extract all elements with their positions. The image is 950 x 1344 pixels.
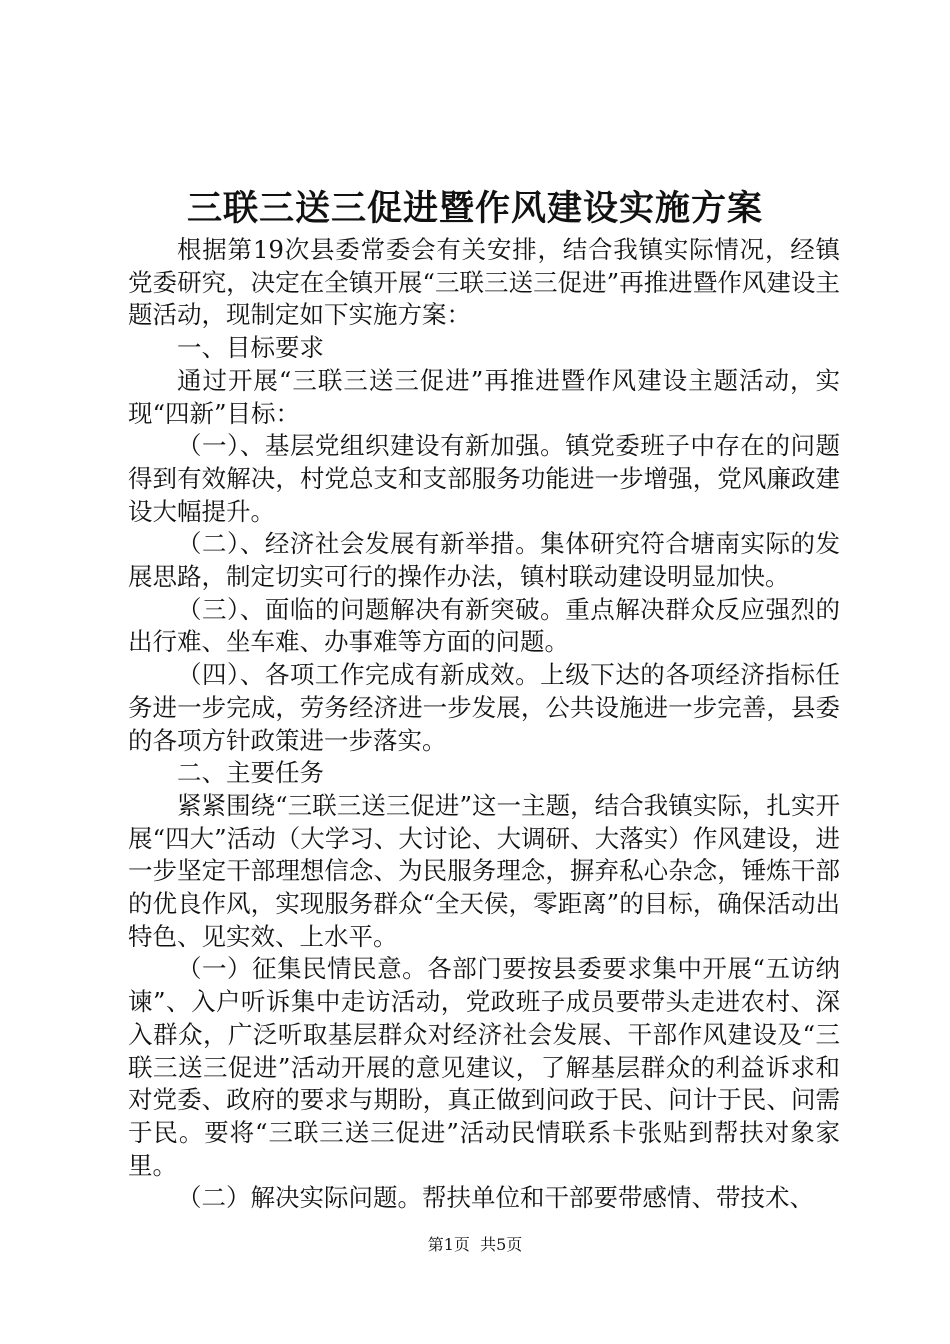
- body-paragraph: （二）解决实际问题。帮扶单位和干部要带感情、带技术、: [177, 1183, 814, 1213]
- body-paragraph: 紧紧围绕“三联三送三促进”这一主题，结合我镇实际，扎实开展“四大”活动（大学习、大讨论、大调研、大落实）作风建设，进一步坚定干部理想信念、为民服务理念，摒弃私心杂念，锤炼干部的优良作风，实现服务群众“全天侯，零距离”的目标，确保活动出特色、见实效、上水平。: [128, 790, 840, 951]
- page-footer: [0, 1235, 950, 1255]
- body-paragraph: （一）、基层党组织建设有新加强。镇党委班子中存在的问题得到有效解决，村党总支和支部服务功能进一步增强，党风廉政建设大幅提升。: [128, 431, 840, 526]
- body-paragraph: （二）、经济社会发展有新举措。集体研究符合塘南实际的发展思路，制定切实可行的操作办法，镇村联动建设明显加快。: [128, 529, 840, 592]
- document-title: 三联三送三促进暨作风建设实施方案: [186, 188, 763, 229]
- section-heading: 二、主要任务: [177, 758, 324, 788]
- body-paragraph: （四）、各项工作完成有新成效。上级下达的各项经济指标任务进一步完成，劳务经济进一步发展，公共设施进一步完善，县委的各项方针政策进一步落实。: [128, 660, 840, 755]
- section-heading: 一、目标要求: [177, 333, 324, 363]
- body-paragraph: （三）、面临的问题解决有新突破。重点解决群众反应强烈的出行难、坐车难、办事难等方面的问题。: [128, 594, 840, 657]
- page-total: 共5页: [480, 1235, 523, 1254]
- body-paragraph: （一）征集民情民意。各部门要按县委要求集中开展“五访纳谏”、入户听诉集中走访活动，党政班子成员要带头走进农村、深入群众，广泛听取基层群众对经济社会发展、干部作风建设及“三联三送三促进”活动开展的意见建议，了解基层群众的利益诉求和对党委、政府的要求与期盼，真正做到问政于民、问计于民、问需于民。要将“三联三送三促进”活动民情联系卡张贴到帮扶对象家里。: [128, 954, 840, 1180]
- document-body: [128, 234, 840, 1215]
- page-number: 第1页: [427, 1235, 470, 1254]
- intro-paragraph: 根据第19次县委常委会有关安排，结合我镇实际情况，经镇党委研究，决定在全镇开展“三联三送三促进”再推进暨作风建设主题活动，现制定如下实施方案：: [128, 235, 840, 330]
- body-paragraph: 通过开展“三联三送三促进”再推进暨作风建设主题活动，实现“四新”目标：: [128, 365, 840, 428]
